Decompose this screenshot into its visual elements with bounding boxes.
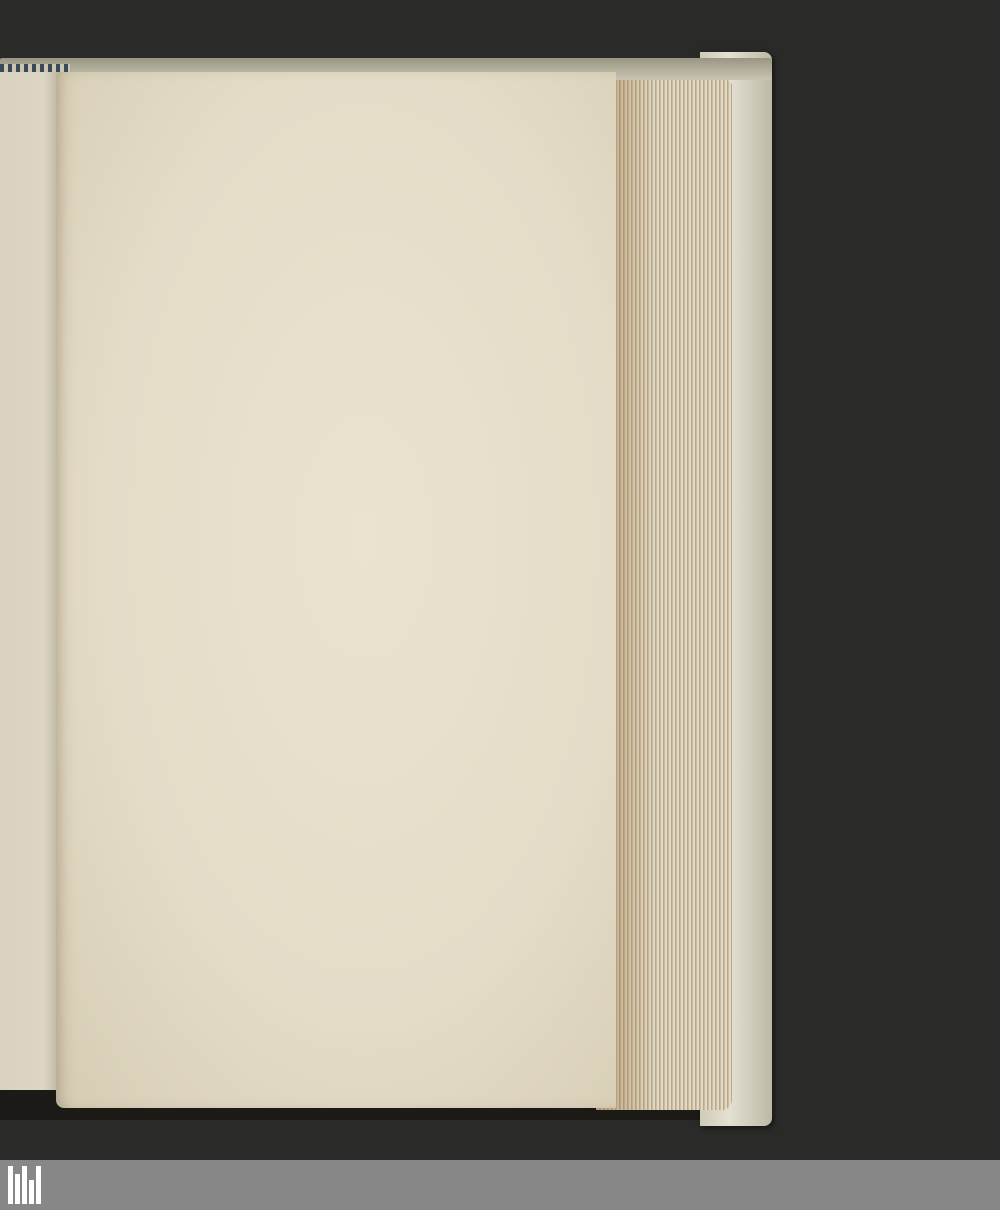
left-page (0, 72, 62, 1090)
right-page (56, 72, 616, 1108)
library-footer (0, 1160, 1000, 1210)
library-logo-icon (8, 1166, 46, 1204)
